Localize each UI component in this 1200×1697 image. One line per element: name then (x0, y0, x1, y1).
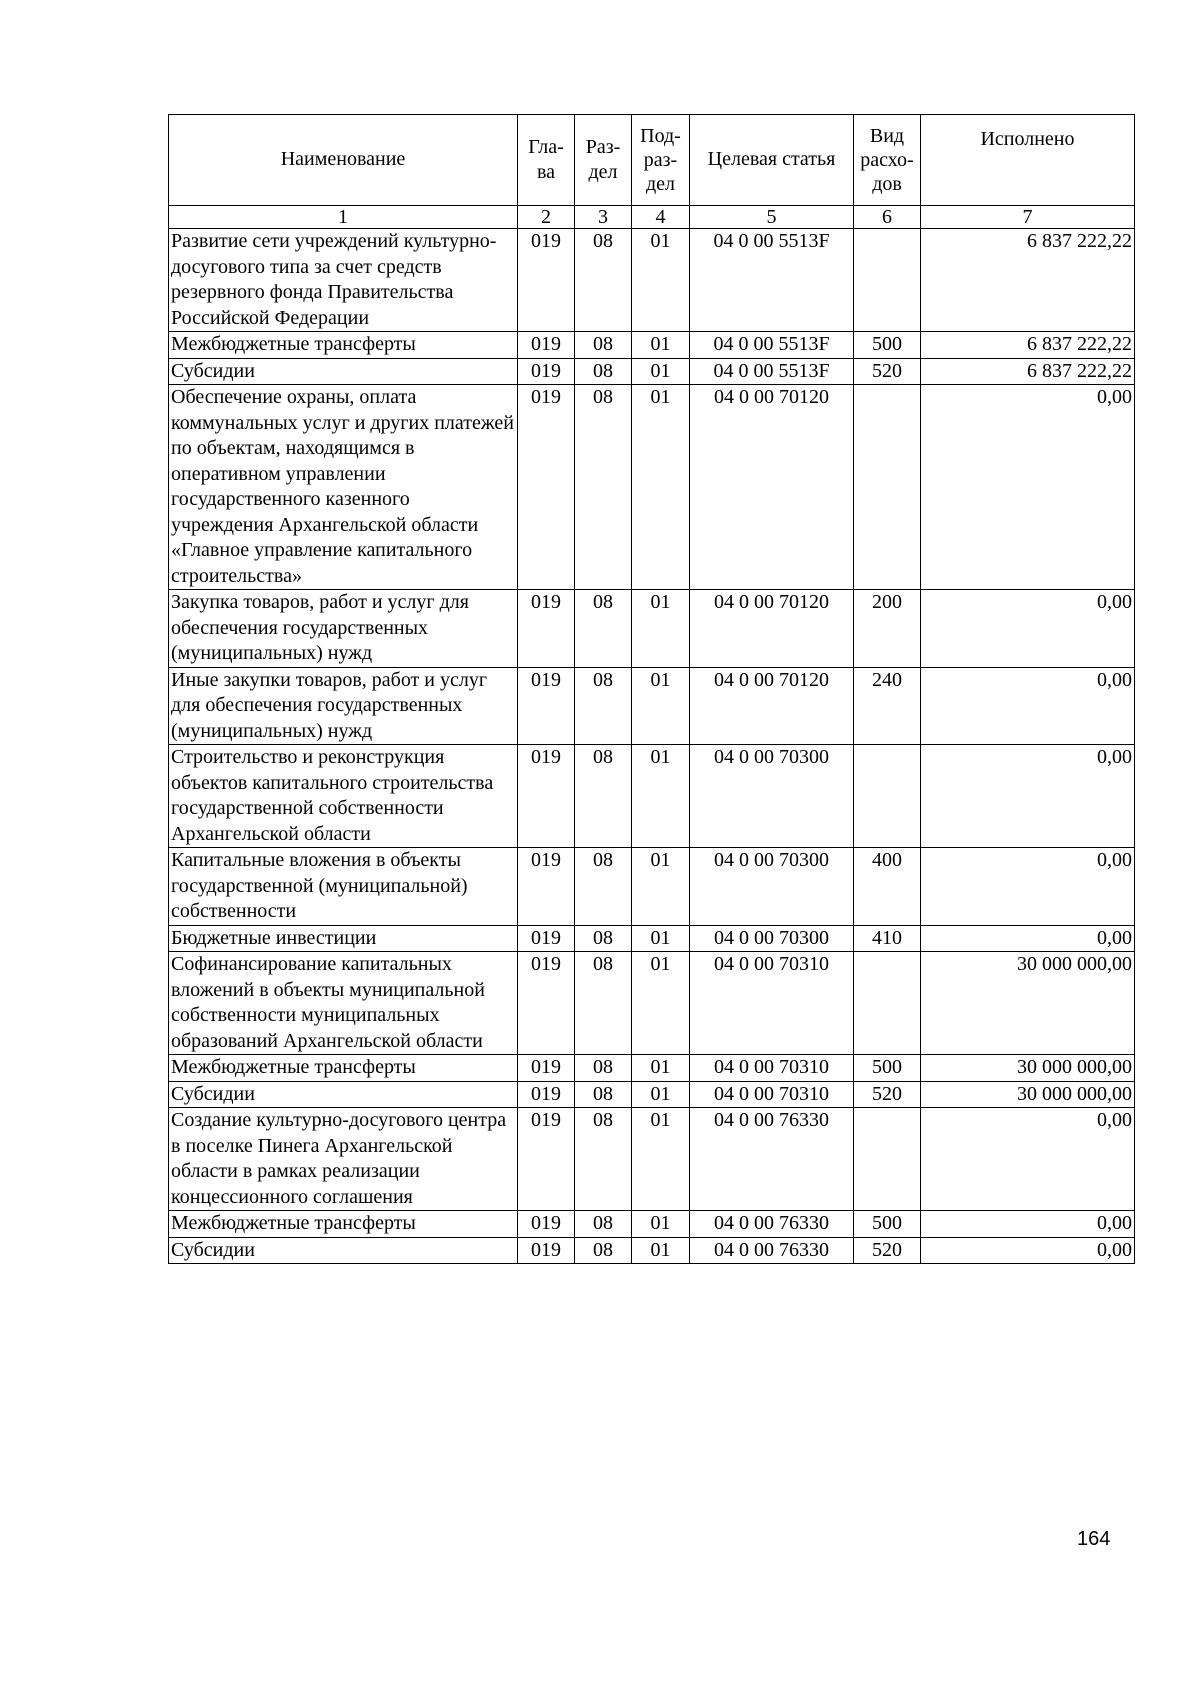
cell-section: 08 (575, 1237, 632, 1264)
cell-executed: 0,00 (921, 925, 1135, 952)
col-header-target: Целевая статья (690, 115, 854, 206)
cell-chapter: 019 (518, 1055, 575, 1082)
cell-name: Создание культурно-досугового центра в поселке Пинега Архангельской области в рамках реализации концессионного соглашения (169, 1108, 518, 1211)
cell-subsection: 01 (632, 1081, 690, 1108)
cell-chapter: 019 (518, 1081, 575, 1108)
cell-executed: 0,00 (921, 385, 1135, 590)
cell-executed: 6 837 222,22 (921, 332, 1135, 359)
cell-type: 520 (854, 1237, 921, 1264)
cell-chapter: 019 (518, 667, 575, 745)
cell-target: 04 0 00 76330 (690, 1108, 854, 1211)
cell-type: 400 (854, 848, 921, 926)
cell-executed: 0,00 (921, 667, 1135, 745)
cell-target: 04 0 00 76330 (690, 1211, 854, 1238)
table-row (169, 952, 1135, 1055)
table-row (169, 358, 1135, 385)
cell-executed: 0,00 (921, 1108, 1135, 1211)
cell-type (854, 745, 921, 848)
cell-target: 04 0 00 70300 (690, 848, 854, 926)
cell-subsection: 01 (632, 385, 690, 590)
cell-type: 200 (854, 590, 921, 668)
col-number: 5 (690, 206, 854, 229)
cell-subsection: 01 (632, 1237, 690, 1264)
cell-subsection: 01 (632, 1108, 690, 1211)
cell-chapter: 019 (518, 1237, 575, 1264)
cell-name: Субсидии (169, 1081, 518, 1108)
col-header-name: Наименование (169, 115, 518, 206)
table-row (169, 1055, 1135, 1082)
cell-chapter: 019 (518, 385, 575, 590)
header-row (169, 115, 1135, 206)
cell-subsection: 01 (632, 667, 690, 745)
cell-executed: 0,00 (921, 848, 1135, 926)
cell-target: 04 0 00 5513F (690, 358, 854, 385)
col-number: 1 (169, 206, 518, 229)
cell-executed: 6 837 222,22 (921, 358, 1135, 385)
cell-name: Межбюджетные трансферты (169, 332, 518, 359)
col-number: 2 (518, 206, 575, 229)
cell-chapter: 019 (518, 1211, 575, 1238)
cell-type: 500 (854, 332, 921, 359)
cell-subsection: 01 (632, 745, 690, 848)
table-row (169, 229, 1135, 332)
cell-type: 500 (854, 1055, 921, 1082)
col-number: 7 (921, 206, 1135, 229)
cell-subsection: 01 (632, 1055, 690, 1082)
cell-target: 04 0 00 5513F (690, 229, 854, 332)
cell-type: 240 (854, 667, 921, 745)
cell-subsection: 01 (632, 1211, 690, 1238)
cell-chapter: 019 (518, 229, 575, 332)
cell-target: 04 0 00 70120 (690, 385, 854, 590)
cell-name: Закупка товаров, работ и услуг для обеспечения государственных (муниципальных) нужд (169, 590, 518, 668)
cell-section: 08 (575, 1081, 632, 1108)
cell-section: 08 (575, 745, 632, 848)
cell-name: Развитие сети учреждений культурно-досугового типа за счет средств резервного фонда Правительства Российской Федерации (169, 229, 518, 332)
col-header-chapter: Гла- ва (518, 115, 575, 206)
table-row (169, 332, 1135, 359)
cell-target: 04 0 00 76330 (690, 1237, 854, 1264)
cell-chapter: 019 (518, 358, 575, 385)
cell-section: 08 (575, 1211, 632, 1238)
cell-target: 04 0 00 70310 (690, 952, 854, 1055)
cell-target: 04 0 00 70120 (690, 667, 854, 745)
cell-name: Межбюджетные трансферты (169, 1211, 518, 1238)
cell-type: 410 (854, 925, 921, 952)
cell-executed: 0,00 (921, 745, 1135, 848)
cell-chapter: 019 (518, 1108, 575, 1211)
table-row (169, 848, 1135, 926)
cell-type (854, 385, 921, 590)
cell-executed: 30 000 000,00 (921, 952, 1135, 1055)
cell-name: Субсидии (169, 1237, 518, 1264)
cell-chapter: 019 (518, 745, 575, 848)
cell-target: 04 0 00 70300 (690, 925, 854, 952)
cell-section: 08 (575, 229, 632, 332)
cell-type (854, 952, 921, 1055)
cell-section: 08 (575, 332, 632, 359)
cell-subsection: 01 (632, 952, 690, 1055)
table-row (169, 1081, 1135, 1108)
cell-section: 08 (575, 590, 632, 668)
cell-chapter: 019 (518, 848, 575, 926)
cell-target: 04 0 00 5513F (690, 332, 854, 359)
cell-section: 08 (575, 1055, 632, 1082)
cell-target: 04 0 00 70300 (690, 745, 854, 848)
cell-target: 04 0 00 70310 (690, 1055, 854, 1082)
cell-name: Софинансирование капитальных вложений в объекты муниципальной собственности муниципальных образований Архангельской области (169, 952, 518, 1055)
cell-subsection: 01 (632, 925, 690, 952)
cell-subsection: 01 (632, 590, 690, 668)
col-header-type: Вид расхо- дов (854, 115, 921, 206)
budget-table (168, 114, 1135, 1264)
cell-type: 520 (854, 1081, 921, 1108)
cell-chapter: 019 (518, 952, 575, 1055)
cell-executed: 0,00 (921, 1211, 1135, 1238)
table-row (169, 385, 1135, 590)
cell-executed: 0,00 (921, 1237, 1135, 1264)
col-number: 3 (575, 206, 632, 229)
cell-section: 08 (575, 385, 632, 590)
cell-name: Обеспечение охраны, оплата коммунальных услуг и других платежей по объектам, находящимся в оперативном управлении государственного казенного учреждения Архангельской области «Главное управление капитального строительства» (169, 385, 518, 590)
cell-executed: 6 837 222,22 (921, 229, 1135, 332)
table-row (169, 590, 1135, 668)
cell-type: 500 (854, 1211, 921, 1238)
cell-subsection: 01 (632, 848, 690, 926)
table-row (169, 1237, 1135, 1264)
page-number: 164 (1077, 1528, 1111, 1550)
cell-section: 08 (575, 358, 632, 385)
col-header-section: Раз- дел (575, 115, 632, 206)
table-row (169, 1108, 1135, 1211)
table-row (169, 925, 1135, 952)
cell-type (854, 229, 921, 332)
cell-section: 08 (575, 667, 632, 745)
cell-chapter: 019 (518, 332, 575, 359)
cell-name: Строительство и реконструкция объектов капитального строительства государственной собственности Архангельской области (169, 745, 518, 848)
cell-subsection: 01 (632, 332, 690, 359)
cell-chapter: 019 (518, 925, 575, 952)
column-numbers-row (169, 206, 1135, 229)
cell-name: Бюджетные инвестиции (169, 925, 518, 952)
col-header-subsection: Под- раз- дел (632, 115, 690, 206)
cell-name: Субсидии (169, 358, 518, 385)
cell-section: 08 (575, 952, 632, 1055)
cell-name: Межбюджетные трансферты (169, 1055, 518, 1082)
cell-section: 08 (575, 925, 632, 952)
cell-executed: 30 000 000,00 (921, 1081, 1135, 1108)
col-header-executed: Исполнено (921, 115, 1135, 206)
cell-executed: 0,00 (921, 590, 1135, 668)
cell-subsection: 01 (632, 229, 690, 332)
cell-target: 04 0 00 70120 (690, 590, 854, 668)
cell-subsection: 01 (632, 358, 690, 385)
table-row (169, 667, 1135, 745)
cell-name: Иные закупки товаров, работ и услуг для обеспечения государственных (муниципальных) нужд (169, 667, 518, 745)
cell-section: 08 (575, 1108, 632, 1211)
table-row (169, 745, 1135, 848)
cell-target: 04 0 00 70310 (690, 1081, 854, 1108)
cell-executed: 30 000 000,00 (921, 1055, 1135, 1082)
col-number: 6 (854, 206, 921, 229)
cell-type (854, 1108, 921, 1211)
cell-name: Капитальные вложения в объекты государственной (муниципальной) собственности (169, 848, 518, 926)
cell-section: 08 (575, 848, 632, 926)
cell-type: 520 (854, 358, 921, 385)
col-number: 4 (632, 206, 690, 229)
cell-chapter: 019 (518, 590, 575, 668)
table-row (169, 1211, 1135, 1238)
